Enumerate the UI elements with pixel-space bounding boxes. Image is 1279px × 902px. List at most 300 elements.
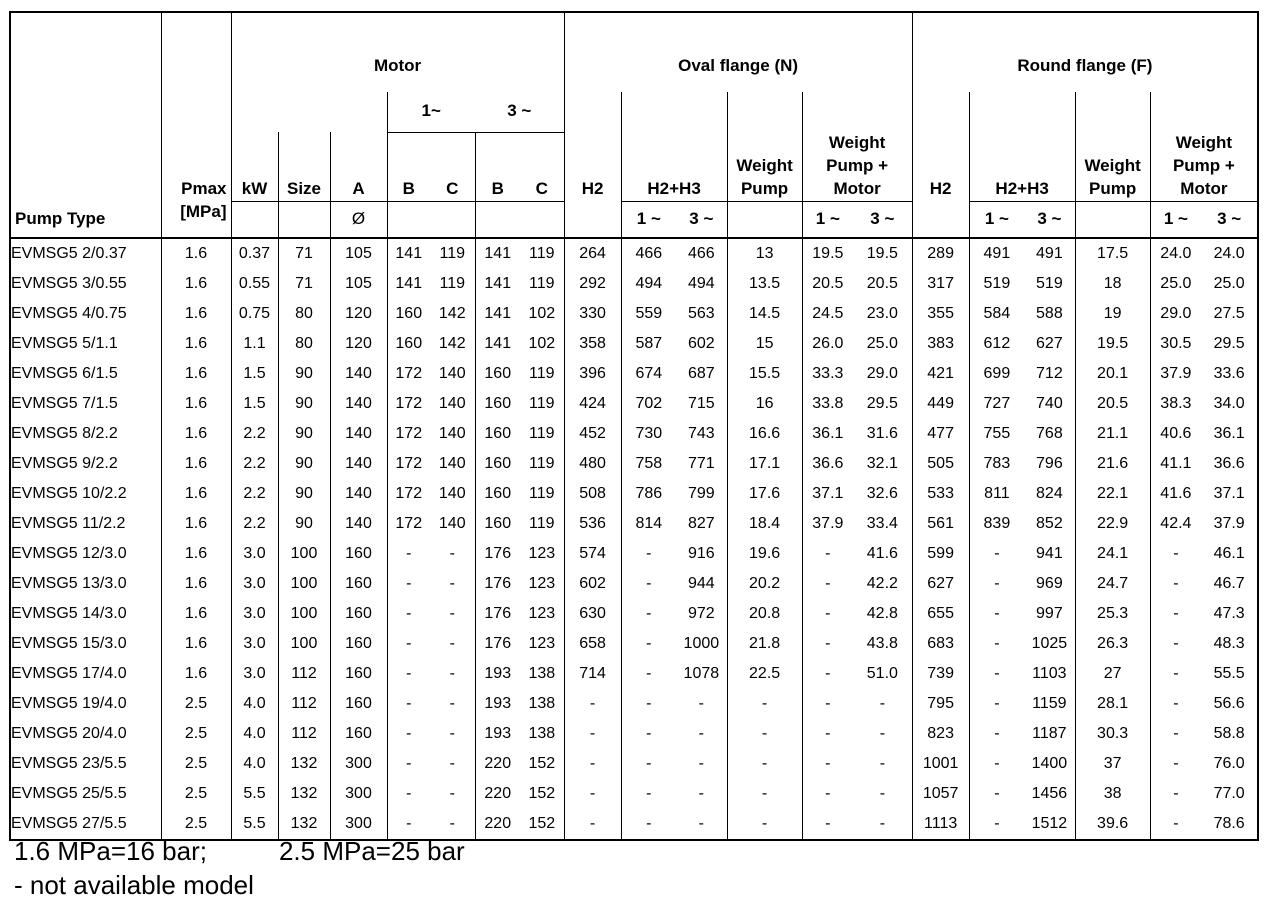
table-cell: 19.5 [812, 245, 844, 263]
table-cell: 768 [1024, 419, 1075, 449]
table-cell: 90 [278, 479, 330, 509]
table-cell: 152 [520, 809, 564, 840]
table-cell: 1187 [1024, 719, 1075, 749]
table-cell: 28.1 [1075, 689, 1150, 719]
table-cell: - [994, 635, 1000, 653]
table-cell: 105 [330, 269, 387, 299]
table-cell: 2.2 [231, 419, 278, 449]
table-cell: 141 [395, 275, 423, 293]
table-cell: 141 [484, 305, 512, 323]
table-cell: 292 [564, 269, 621, 299]
table-cell: 1.6 [161, 509, 231, 539]
table-cell: 18.4 [727, 509, 802, 539]
table-cell: 140 [430, 509, 475, 539]
pump-spec-table [9, 11, 1259, 841]
table-cell: - [406, 815, 412, 833]
table-cell: - [825, 575, 831, 593]
pump-type-cell: EVMSG5 8/2.2 [10, 419, 161, 449]
table-cell: 588 [1024, 299, 1075, 329]
table-cell: 112 [278, 689, 330, 719]
table-cell: 563 [676, 299, 727, 329]
table-cell: 969 [1024, 569, 1075, 599]
table-cell: 160 [484, 365, 512, 383]
table-cell: - [1173, 815, 1179, 833]
table-cell: 41.6 [1160, 485, 1192, 503]
table-cell: 1.6 [161, 389, 231, 419]
table-cell: 3.0 [231, 629, 278, 659]
table-cell: - [646, 695, 652, 713]
table-cell: 102 [520, 299, 564, 329]
table-cell: 715 [676, 389, 727, 419]
table-cell: 355 [912, 299, 969, 329]
table-cell: - [727, 689, 802, 719]
table-cell: 2.2 [231, 449, 278, 479]
table-cell: 119 [520, 449, 564, 479]
table-cell: - [406, 725, 412, 743]
table-cell: 22.9 [1075, 509, 1150, 539]
table-cell: 20.2 [727, 569, 802, 599]
table-cell: - [853, 749, 912, 779]
b3-header: B [475, 132, 520, 201]
table-cell: 1456 [1024, 779, 1075, 809]
table-cell: 30.5 [1160, 335, 1192, 353]
table-cell: 193 [484, 695, 512, 713]
table-cell: - [646, 575, 652, 593]
table-cell: 172 [395, 395, 423, 413]
table-cell: 771 [676, 449, 727, 479]
table-cell: 123 [520, 629, 564, 659]
oval-h2h3-3ph-header: 3 ~ [676, 201, 727, 238]
table-cell: 37.9 [812, 515, 844, 533]
table-cell: - [430, 659, 475, 689]
table-cell: 18 [1075, 269, 1150, 299]
table-cell: 160 [395, 305, 423, 323]
table-cell: 31.6 [853, 419, 912, 449]
table-cell: 24.1 [1075, 539, 1150, 569]
pump-type-cell: EVMSG5 13/3.0 [10, 569, 161, 599]
table-cell: 505 [912, 449, 969, 479]
round-h2h3-header: H2+H3 [969, 132, 1075, 201]
table-cell: - [825, 635, 831, 653]
table-cell: 26.0 [812, 335, 844, 353]
table-cell: - [430, 569, 475, 599]
table-cell: 19 [1075, 299, 1150, 329]
table-cell: 140 [330, 389, 387, 419]
table-cell: - [430, 779, 475, 809]
pump-type-cell: EVMSG5 17/4.0 [10, 659, 161, 689]
table-cell: 714 [564, 659, 621, 689]
table-cell: 0.75 [231, 299, 278, 329]
table-cell: 152 [520, 779, 564, 809]
table-cell: 141 [484, 245, 512, 263]
table-cell: - [564, 749, 621, 779]
table-cell: 602 [564, 569, 621, 599]
table-cell: - [676, 749, 727, 779]
table-cell: 39.6 [1075, 809, 1150, 840]
pump-type-cell: EVMSG5 23/5.5 [10, 749, 161, 779]
table-cell: 466 [635, 245, 663, 263]
table-row [10, 269, 1258, 299]
table-cell: 755 [983, 425, 1011, 443]
table-cell: 559 [635, 305, 663, 323]
table-cell: 491 [1024, 238, 1075, 269]
table-cell: 46.7 [1213, 575, 1245, 593]
a-header: A [330, 132, 387, 201]
pump-type-cell: EVMSG5 10/2.2 [10, 479, 161, 509]
table-cell: 24.5 [812, 305, 844, 323]
table-cell: - [825, 785, 831, 803]
table-cell: - [994, 545, 1000, 563]
table-cell: 77.0 [1213, 785, 1245, 803]
table-cell: - [1173, 635, 1179, 653]
table-cell: 519 [983, 275, 1011, 293]
table-cell: 172 [395, 455, 423, 473]
table-cell: - [646, 635, 652, 653]
table-cell: 795 [912, 689, 969, 719]
table-cell: 43.8 [853, 629, 912, 659]
table-cell: 123 [520, 539, 564, 569]
table-cell: 71 [278, 269, 330, 299]
table-cell: 491 [983, 245, 1011, 263]
table-cell: - [646, 605, 652, 623]
table-cell: 160 [330, 719, 387, 749]
table-cell: 132 [278, 809, 330, 840]
table-cell: 34.0 [1213, 395, 1245, 413]
table-cell: 160 [484, 425, 512, 443]
table-row [10, 749, 1258, 779]
table-cell: 140 [330, 509, 387, 539]
table-cell: 727 [983, 395, 1011, 413]
table-cell: 119 [520, 269, 564, 299]
table-cell: 2.2 [231, 479, 278, 509]
table-cell: 396 [564, 359, 621, 389]
table-cell: 1.6 [161, 659, 231, 689]
table-cell: - [430, 629, 475, 659]
table-cell: 823 [912, 719, 969, 749]
round-wpm-3ph-header: 3 ~ [1201, 201, 1258, 238]
table-cell: 132 [278, 749, 330, 779]
table-cell: - [406, 665, 412, 683]
table-cell: 80 [278, 329, 330, 359]
table-cell: 712 [1024, 359, 1075, 389]
table-cell: 140 [330, 359, 387, 389]
table-cell: 3.0 [231, 569, 278, 599]
table-cell: 494 [676, 269, 727, 299]
table-cell: 2.5 [161, 809, 231, 840]
table-cell: 1.5 [231, 389, 278, 419]
oval-wpm-1ph-header: 1 ~ [802, 201, 853, 238]
table-cell: - [825, 545, 831, 563]
c3-header: C [520, 132, 564, 201]
table-cell: 40.6 [1160, 425, 1192, 443]
table-cell: 494 [635, 275, 663, 293]
table-cell: 160 [330, 569, 387, 599]
table-cell: 37.1 [1213, 485, 1245, 503]
table-cell: 37 [1075, 749, 1150, 779]
table-cell: 1103 [1024, 659, 1075, 689]
table-cell: 27.5 [1213, 305, 1245, 323]
table-cell: 2.5 [161, 779, 231, 809]
table-cell: - [994, 755, 1000, 773]
table-cell: - [994, 785, 1000, 803]
table-cell: - [406, 605, 412, 623]
table-cell: 37.9 [1213, 515, 1245, 533]
diameter-header: Ø [330, 201, 387, 238]
table-cell: 814 [635, 515, 663, 533]
table-cell: 658 [564, 629, 621, 659]
table-cell: 47.3 [1213, 605, 1245, 623]
table-cell: 15.5 [727, 359, 802, 389]
round-h2-header: H2 [912, 132, 969, 201]
table-cell: 508 [564, 479, 621, 509]
table-cell: 1400 [1024, 749, 1075, 779]
table-cell: 4.0 [231, 749, 278, 779]
table-cell: 330 [564, 299, 621, 329]
table-cell: 26.3 [1075, 629, 1150, 659]
table-cell: 602 [676, 329, 727, 359]
table-cell: 90 [278, 389, 330, 419]
table-cell: 587 [635, 335, 663, 353]
pump-type-cell: EVMSG5 27/5.5 [10, 809, 161, 840]
table-cell: 36.1 [812, 425, 844, 443]
table-cell: 533 [912, 479, 969, 509]
table-cell: 739 [912, 659, 969, 689]
table-cell: - [646, 785, 652, 803]
table-cell: 1.6 [161, 238, 231, 269]
table-cell: 20.5 [1075, 389, 1150, 419]
table-cell: - [1173, 695, 1179, 713]
table-row [10, 449, 1258, 479]
table-cell: 41.1 [1160, 455, 1192, 473]
table-cell: 30.3 [1075, 719, 1150, 749]
table-cell: - [825, 755, 831, 773]
table-cell: 90 [278, 419, 330, 449]
table-cell: 477 [912, 419, 969, 449]
table-cell: - [994, 815, 1000, 833]
table-cell: 743 [676, 419, 727, 449]
table-cell: - [1173, 605, 1179, 623]
table-cell: 289 [912, 238, 969, 269]
table-cell: 29.0 [853, 359, 912, 389]
table-cell: 1.6 [161, 539, 231, 569]
table-cell: 56.6 [1213, 695, 1245, 713]
table-cell: 19.5 [1075, 329, 1150, 359]
table-row [10, 689, 1258, 719]
table-cell: 24.7 [1075, 569, 1150, 599]
oval-weight-pump-header: Weight Pump [727, 132, 802, 201]
table-cell: 13.5 [727, 269, 802, 299]
table-cell: - [676, 779, 727, 809]
table-cell: 160 [484, 515, 512, 533]
table-cell: 1057 [912, 779, 969, 809]
table-cell: 17.5 [1075, 238, 1150, 269]
pump-type-cell: EVMSG5 2/0.37 [10, 238, 161, 269]
round-h2h3-1ph-header: 1 ~ [969, 201, 1024, 238]
table-cell: 123 [520, 599, 564, 629]
table-cell: 702 [635, 395, 663, 413]
table-cell: 36.6 [812, 455, 844, 473]
table-cell: 119 [520, 389, 564, 419]
table-cell: 264 [564, 238, 621, 269]
table-cell: 1078 [676, 659, 727, 689]
table-cell: 383 [912, 329, 969, 359]
table-cell: 36.1 [1213, 425, 1245, 443]
footnote-mpa16: 1.6 MPa=16 bar; [14, 836, 207, 866]
table-cell: 786 [635, 485, 663, 503]
table-cell: - [430, 749, 475, 779]
oval-h2h3-header: H2+H3 [621, 132, 727, 201]
table-cell: - [430, 539, 475, 569]
table-cell: 140 [330, 419, 387, 449]
table-cell: 21.6 [1075, 449, 1150, 479]
table-cell: 466 [676, 238, 727, 269]
table-cell: 119 [430, 238, 475, 269]
table-cell: 17.1 [727, 449, 802, 479]
footnote-mpa25: 2.5 MPa=25 bar [278, 836, 465, 866]
table-cell: 25.0 [1213, 275, 1245, 293]
table-cell: - [1173, 665, 1179, 683]
table-cell: 120 [330, 299, 387, 329]
table-cell: 142 [430, 299, 475, 329]
table-cell: 1.6 [161, 329, 231, 359]
table-cell: 21.1 [1075, 419, 1150, 449]
table-cell: - [406, 575, 412, 593]
table-cell: 796 [1024, 449, 1075, 479]
table-row [10, 359, 1258, 389]
table-cell: 824 [1024, 479, 1075, 509]
table-cell: 100 [278, 599, 330, 629]
table-cell: 941 [1024, 539, 1075, 569]
table-cell: 916 [676, 539, 727, 569]
pump-type-cell: EVMSG5 4/0.75 [10, 299, 161, 329]
table-cell: 19.5 [853, 238, 912, 269]
pump-type-cell: EVMSG5 11/2.2 [10, 509, 161, 539]
table-cell: 2.5 [161, 689, 231, 719]
table-cell: 17.6 [727, 479, 802, 509]
table-cell: - [646, 755, 652, 773]
table-cell: - [825, 815, 831, 833]
table-cell: 1.6 [161, 449, 231, 479]
pump-type-cell: EVMSG5 5/1.1 [10, 329, 161, 359]
table-cell: 852 [1024, 509, 1075, 539]
table-cell: 172 [395, 515, 423, 533]
table-cell: - [646, 725, 652, 743]
pump-type-header: Pump Type [10, 201, 161, 238]
table-row [10, 569, 1258, 599]
table-cell: 55.5 [1213, 665, 1245, 683]
table-cell: 51.0 [853, 659, 912, 689]
table-cell: 132 [278, 779, 330, 809]
table-cell: 1.1 [231, 329, 278, 359]
table-cell: 42.4 [1160, 515, 1192, 533]
table-cell: 176 [484, 605, 512, 623]
table-cell: 37.1 [812, 485, 844, 503]
table-cell: 811 [984, 485, 1010, 503]
table-cell: 160 [330, 689, 387, 719]
oval-weight-pump-motor-header: Weight Pump + Motor [802, 132, 912, 201]
table-cell: 3.0 [231, 659, 278, 689]
table-cell: - [825, 605, 831, 623]
table-cell: 71 [278, 238, 330, 269]
table-cell: 584 [983, 305, 1011, 323]
table-cell: 1000 [676, 629, 727, 659]
table-cell: 0.37 [231, 238, 278, 269]
table-cell: - [564, 719, 621, 749]
table-cell: 1159 [1024, 689, 1075, 719]
table-cell: 630 [564, 599, 621, 629]
table-cell: - [994, 575, 1000, 593]
table-cell: 24.0 [1160, 245, 1192, 263]
table-cell: 100 [278, 629, 330, 659]
table-cell: 119 [520, 479, 564, 509]
table-row [10, 719, 1258, 749]
table-cell: 449 [912, 389, 969, 419]
pmax-header: Pmax [161, 132, 231, 201]
table-cell: 119 [520, 238, 564, 269]
table-cell: - [994, 725, 1000, 743]
table-cell: 29.5 [1213, 335, 1245, 353]
table-row [10, 299, 1258, 329]
table-cell: - [406, 545, 412, 563]
b1-header: B [387, 132, 430, 201]
table-row [10, 539, 1258, 569]
table-cell: 5.5 [231, 779, 278, 809]
table-cell: 140 [430, 359, 475, 389]
table-cell: 33.4 [853, 509, 912, 539]
table-cell: - [406, 695, 412, 713]
table-cell: 1512 [1024, 809, 1075, 840]
table-cell: 740 [1024, 389, 1075, 419]
table-cell: - [564, 779, 621, 809]
table-cell: 424 [564, 389, 621, 419]
table-cell: 480 [564, 449, 621, 479]
table-cell: 1.6 [161, 269, 231, 299]
pump-type-cell: EVMSG5 7/1.5 [10, 389, 161, 419]
table-row [10, 238, 1258, 269]
table-cell: - [825, 695, 831, 713]
table-cell: 160 [395, 335, 423, 353]
pump-type-cell: EVMSG5 6/1.5 [10, 359, 161, 389]
table-cell: 1.5 [231, 359, 278, 389]
table-cell: 58.8 [1213, 725, 1245, 743]
table-cell: - [430, 689, 475, 719]
table-cell: 655 [912, 599, 969, 629]
table-cell: 33.3 [812, 365, 844, 383]
table-cell: 24.0 [1213, 245, 1245, 263]
table-cell: - [676, 689, 727, 719]
table-cell: 783 [983, 455, 1011, 473]
table-cell: 5.5 [231, 809, 278, 840]
table-cell: 119 [430, 269, 475, 299]
table-cell: - [853, 809, 912, 840]
table-cell: 4.0 [231, 719, 278, 749]
table-cell: 160 [330, 599, 387, 629]
motor-group-header: Motor [231, 12, 564, 92]
table-cell: 120 [330, 329, 387, 359]
round-wpm-1ph-header: 1 ~ [1150, 201, 1201, 238]
table-cell: 140 [330, 479, 387, 509]
round-flange-group-header: Round flange (F) [1017, 56, 1153, 76]
table-cell: 160 [330, 539, 387, 569]
table-cell: 42.8 [853, 599, 912, 629]
table-cell: 3.0 [231, 599, 278, 629]
table-cell: 160 [484, 455, 512, 473]
table-cell: 22.1 [1075, 479, 1150, 509]
table-cell: - [825, 725, 831, 743]
c1-header: C [430, 132, 475, 201]
table-cell: 317 [912, 269, 969, 299]
table-cell: 25.0 [1160, 275, 1192, 293]
